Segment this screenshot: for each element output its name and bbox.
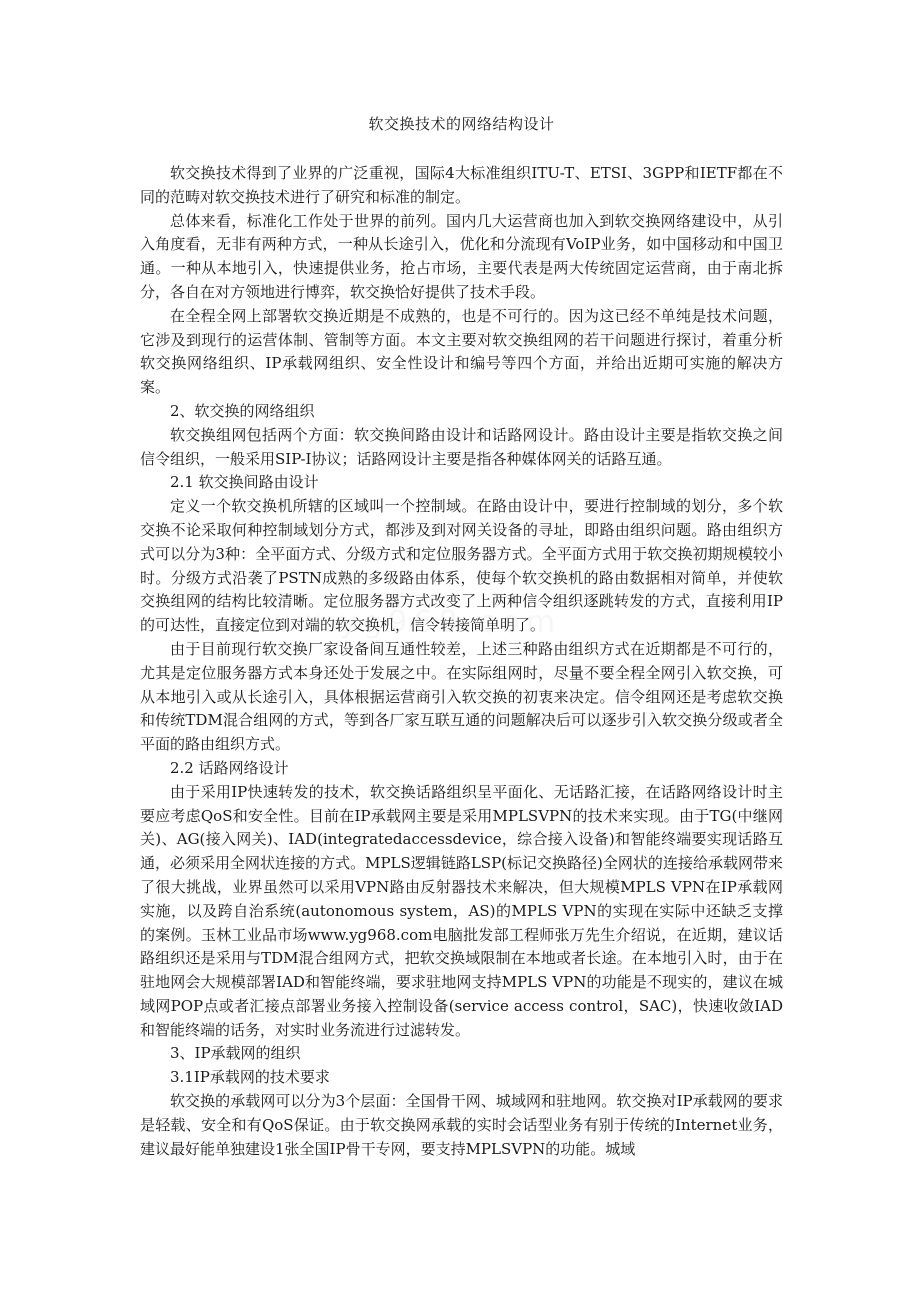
section-heading: 2、软交换的网络组织	[170, 401, 315, 420]
subsection-heading: 3.1IP承载网的技术要求	[170, 1068, 330, 1087]
section-heading: 3、IP承载网的组织	[170, 1044, 301, 1063]
subsection-heading: 2.2 话路网络设计	[170, 758, 289, 777]
paragraph: 由于采用IP快速转发的技术，软交换话路组织呈平面化、无话路汇接，在话路网络设计时主要应考虑QoS和安全性。目前在IP承载网主要是采用MPLSVPN的技术来实现。由于TG(中继网关)、AG(接入网关)、IAD(integratedaccessdevice，综合接入设备)和智能终端要实现话路互通，必须采用全网状连接的方式。MPLS逻辑链路LSP(标记交换路径)全网状的连接给承载网带来了很大挑战，业界虽然可以采用VPN路由反射器技术来解决，但大规模MPLS VPN在IP承载网实施，以及跨自治系统(autonomous system，AS)的MPLS VPN的实现在实际中还缺乏支撑的案例。玉林工业品市场www.yg968.com电脑批发部工程师张万先生介绍说，在近期，建议话路组织还是采用与TDM混合组网方式，把软交换域限制在本地或者长途。在本地引入时，由于在驻地网会大规模部署IAD和智能终端，要求驻地网支持MPLS VPN的功能是不现实的，建议在城域网POP点或者汇接点部署业务接入控制设备(service access control，SAC)，快速收敛IAD和智能终端的话务，对实时业务流进行过滤转发。	[140, 782, 783, 1039]
paragraph: 总体来看，标准化工作处于世界的前列。国内几大运营商也加入到软交换网络建设中，从引入角度看，无非有两种方式，一种从长途引入，优化和分流现有VoIP业务，如中国移动和中国卫通。一种从本地引入，快速提供业务，抢占市场，主要代表是两大传统固定运营商，由于南北拆分，各自在对方领地进行博弈，软交换恰好提供了技术手段。	[140, 211, 783, 301]
paragraph: 软交换的承载网可以分为3个层面：全国骨干网、城域网和驻地网。软交换对IP承载网的要求是轻载、安全和有QoS保证。由于软交换网承载的实时会话型业务有别于传统的Internet业务，建议最好能单独建设1张全国IP骨干专网，要支持MPLSVPN的功能。城域	[140, 1092, 783, 1158]
paragraph: 软交换组网包括两个方面：软交换间路由设计和话路网设计。路由设计主要是指软交换之间信令组织，一般采用SIP-I协议；话路网设计主要是指各种媒体网关的话路互通。	[140, 425, 783, 468]
subsection-heading: 2.1 软交换间路由设计	[170, 473, 319, 492]
paragraph: 定义一个软交换机所辖的区域叫一个控制域。在路由设计中，要进行控制域的划分，多个软交换不论采取何种控制域划分方式，都涉及到对网关设备的寻址，即路由组织问题。路由组织方式可以分为3种：全平面方式、分级方式和定位服务器方式。全平面方式用于软交换初期规模较小时。分级方式沿袭了PSTN成熟的多级路由体系，使每个软交换机的路由数据相对简单，并使软交换组网的结构比较清晰。定位服务器方式改变了上两种信令组织逐跳转发的方式，直接利用IP的可达性，直接定位到对端的软交换机，信令转接简单明了。	[140, 497, 783, 635]
document-title: 软交换技术的网络结构设计	[368, 115, 555, 133]
document-body	[140, 162, 783, 1161]
paragraph: 在全程全网上部署软交换近期是不成熟的，也是不可行的。因为这已经不单纯是技术问题，它涉及到现行的运营体制、管制等方面。本文主要对软交换组网的若干问题进行探讨，着重分析软交换网络组织、IP承载网组织、安全性设计和编号等四个方面，并给出近期可实施的解决方案。	[140, 306, 783, 397]
paragraph: 软交换技术得到了业界的广泛重视，国际4大标准组织ITU-T、ETSI、3GPP和IETF都在不同的范畴对软交换技术进行了研究和标准的制定。	[140, 164, 783, 206]
paragraph: 由于目前现行软交换厂家设备间互通性较差，上述三种路由组织方式在近期都是不可行的，尤其是定位服务器方式本身还处于发展之中。在实际组网时，尽量不要全程全网引入软交换，可从本地引入或从长途引入，具体根据运营商引入软交换的初衷来决定。信令组网还是考虑软交换和传统TDM混合组网的方式，等到各厂家互联互通的问题解决后可以逐步引入软交换分级或者全平面的路由组织方式。	[140, 639, 783, 754]
